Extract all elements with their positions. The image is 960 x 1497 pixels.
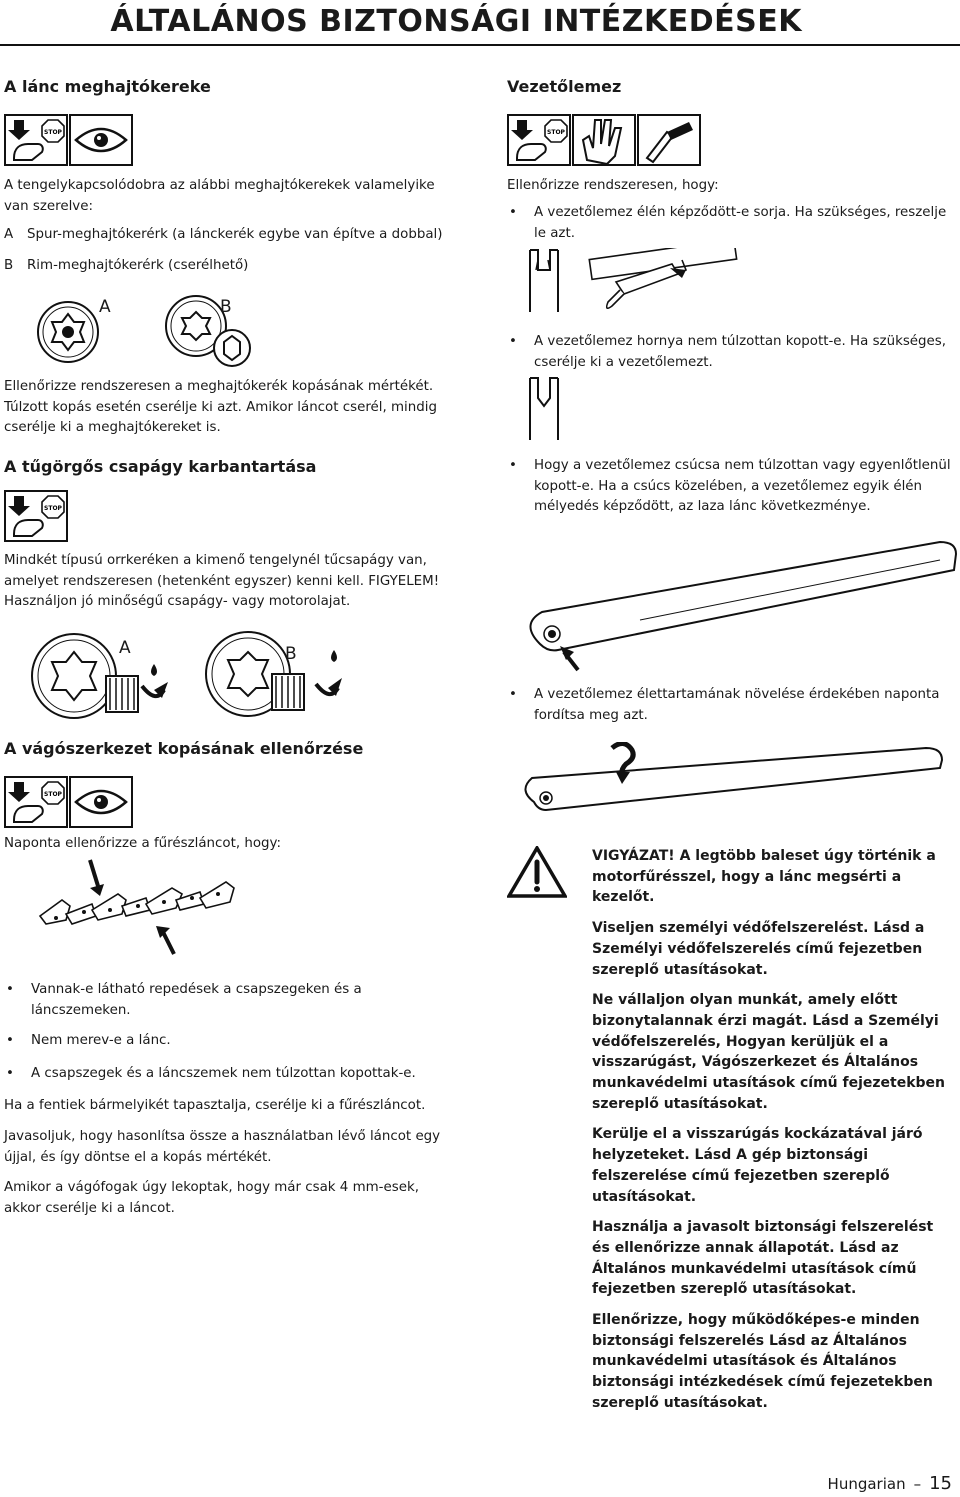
glove-icon [583,120,621,164]
bar-bullet-1: • A vezetőlemez élén képződött-e sorja. Ha szükséges, reszelje le azt. [507,203,954,244]
warning-p6: Ellenőrizze, hogy működőképes-e minden biztonsági felszerelés Lásd az Általános munkavédelmi utasítások és Általános biztonsági intézkedések című fejezetekben szereplő utasításokat. [592,1312,933,1411]
arrow-down-icon [511,120,533,140]
icon-group-stop [4,490,68,542]
arrow-down-icon [8,496,30,516]
heading-bar: Vezetőlemez [507,77,622,96]
bearing-label-a: A [119,638,131,658]
warning-p3: Ne vállaljon olyan munkát, amely előtt bizonytalannak érzi magát. Lásd a Személyi védőfelszerelés, Hogyan kerüljük el a visszarúgást, Vágószerkezet és Általános munkavédelmi utasítások című fejezetekben szereplő utasításokat. [592,992,946,1112]
needle-bearing-illustration [14,628,354,728]
svg-text:STOP: STOP [547,129,565,136]
arrow-down-icon [8,120,30,140]
hand-icon [14,806,43,822]
oil-drop-icon [151,664,157,676]
title-rule [0,44,960,46]
item-b-text: Rim-meghajtókerérk (cserélhető) [27,258,249,273]
bar-flip-illustration [516,742,946,814]
hand-icon [14,520,43,536]
bar-tip-illustration [520,534,960,674]
saw-chain-illustration [36,858,236,968]
hand-icon [14,144,43,160]
chain-drive-note: Ellenőrizze rendszeresen a meghajtókerék kopásának mértékét. Túlzott kopás esetén cserélje ki azt. Amikor láncot cserél, mindig cserélje ki a meghajtókereket is. [4,379,437,435]
bar-bullet-3: • Hogy a vezetőlemez csúcsa nem túlzottan vagy egyenlőtlenül kopott-e. Ha a csúcs közelében, a vezetőlemez egyik élén mélyedés képződött, az laza lánc következménye. [507,456,960,518]
cutting-intro: Naponta ellenőrizze a fűrészláncot, hogy: [4,836,281,851]
cutting-p2: Javasoljuk, hogy hasonlítsa össze a használatban lévő láncot egy újjal, és így döntse el a kopás mértékét. [4,1129,441,1165]
svg-text:STOP: STOP [44,791,62,798]
bearing-label-b: B [285,644,297,664]
footer-language: Hungarian [827,1475,906,1493]
cutting-p3: Amikor a vágófogak úgy lekoptak, hogy már csak 4 mm-esek, akkor cserélje ki a láncot. [4,1180,419,1216]
icon-group-stop-glove-file [507,114,701,166]
warning-p2: Viseljen személyi védőfelszerelést. Lásd a Személyi védőfelszerelés című fejezetben szereplő utasításokat. [592,920,925,978]
warning-block [592,846,952,1414]
svg-text:STOP: STOP [44,505,62,512]
bar-bullet-4: • A vezetőlemez élettartamának növelése érdekében naponta fordítsa meg azt. [507,685,960,726]
needle-bearing-text: Mindkét típusú orrkeréken a kimenő tengelynél tűcsapágy van, amelyet rendszeresen (hetenként egyszer) kenni kell. FIGYELEM! Használjon jó minőségű csapágy- vagy motorolajat. [4,553,440,609]
chain-drive-intro: A tengelykapcsolódobra az alábbi meghajtókerekek valamelyike van szerelve: [4,178,435,214]
icon-group-stop-inspect [4,114,134,166]
warning-p4: Kerülje el a visszarúgás kockázatával járó helyzeteket. Lásd A gép biztonsági felszerelése című fejezetben szereplő utasításokat. [592,1126,923,1205]
file-tool-icon [647,132,673,162]
heading-chain-drive: A lánc meghajtókereke [4,77,211,96]
fig-label-a: A [99,297,111,317]
heading-cutting: A vágószerkezet kopásának ellenőrzése [4,739,364,758]
bar-bullet-2: • A vezetőlemez hornya nem túlzottan kopott-e. Ha szükséges, cserélje ki a vezetőlemezt. [507,332,954,373]
item-b-letter: B [4,258,14,273]
cutting-bullet-3: • A csapszegek és a láncszemek nem túlzottan kopottak-e. [4,1064,471,1085]
warning-icon [507,846,567,898]
cutting-bullet-2: • Nem merev-e a lánc. [4,1031,459,1052]
warning-p5: Használja a javasolt biztonsági felszerelést és ellenőrizze annak állapotát. Lásd az Általános munkavédelmi utasítások című fejezetben szereplő utasításokat. [592,1219,934,1298]
arrow-down-icon [8,782,30,802]
footer-separator: – [913,1475,922,1493]
svg-text:STOP: STOP [44,129,62,136]
page-title: ÁLTALÁNOS BIZTONSÁGI INTÉZKEDÉSEK [110,4,802,39]
fig-label-b: B [220,297,232,317]
warning-p1: VIGYÁZAT! A legtöbb baleset úgy történik a motorfűrésszel, hogy a lánc megsérti a kezelőt. [592,848,936,906]
item-a-letter: A [4,227,14,242]
bar-intro: Ellenőrizze rendszeresen, hogy: [507,178,719,193]
heading-needle-bearing: A tűgörgős csapágy karbantartása [4,457,317,476]
item-a-text: Spur-meghajtókerérk (a lánckerék egybe van építve a dobbal) [27,227,443,242]
page-footer [828,1473,952,1494]
cutting-p1: Ha a fentiek bármelyikét tapasztalja, cserélje ki a fűrészláncot. [4,1098,426,1113]
bar-groove-illustration [528,376,562,442]
bar-burr-illustration [528,248,738,314]
page-number: 15 [929,1473,952,1494]
icon-group-stop-inspect-2 [4,776,134,828]
cutting-bullet-1: • Vannak-e látható repedések a csapszegeken és a láncszemeken. [4,980,459,1021]
